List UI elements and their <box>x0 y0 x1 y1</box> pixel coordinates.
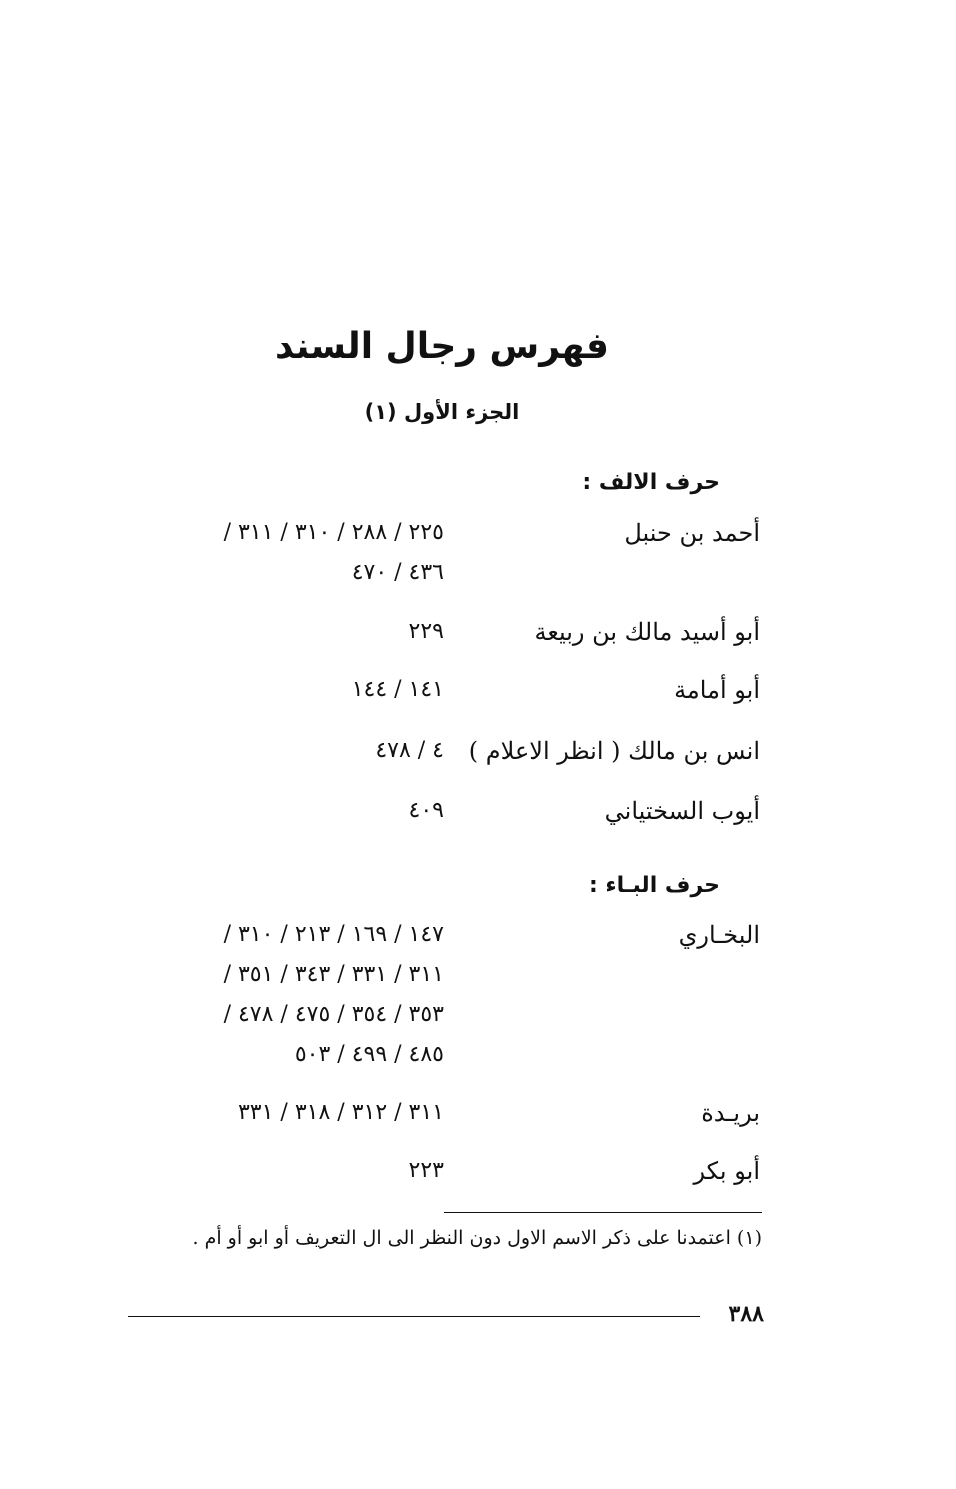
page-subtitle: الجزء الأول (١) <box>364 400 520 424</box>
section-heading-alif: حرف الالف : <box>582 470 720 495</box>
page-title: فهرس رجال السند <box>275 326 609 367</box>
pages-line: ٣١١ / ٣١٢ / ٣١٨ / ٣٣١ <box>237 1100 444 1125</box>
footnote: (١) اعتمدنا على ذكر الاسم الاول دون النظر الى ال التعريف أو ابو أو أم . <box>192 1227 762 1249</box>
section-heading-ba: حرف البـاء : <box>588 873 720 898</box>
pages-line: ٤٠٩ <box>408 798 444 823</box>
entry-pages <box>54 731 444 771</box>
pages-line: ٢٢٩ <box>408 619 444 644</box>
pages-line: ٢٢٣ <box>408 1158 444 1183</box>
page-number: ٣٨٨ <box>728 1301 764 1327</box>
entry-pages <box>54 915 444 1075</box>
pages-line: ٤٣٦ / ٤٧٠ <box>351 560 444 585</box>
entry-pages <box>54 791 444 831</box>
entry-pages <box>54 1093 444 1133</box>
entry-pages <box>54 513 444 593</box>
pages-line: ٤٨٥ / ٤٩٩ / ٥٠٣ <box>294 1042 444 1067</box>
entry-name: أيوب السختياني <box>604 797 760 825</box>
pages-line: ٣١١ / ٣٣١ / ٣٤٣ / ٣٥١ / <box>223 962 444 987</box>
footnote-rule <box>444 1212 762 1213</box>
entry-pages <box>54 670 444 710</box>
entry-name: بريـدة <box>701 1099 760 1127</box>
pages-line: ١٤١ / ١٤٤ <box>351 677 444 702</box>
entry-name: انس بن مالك ( انظر الاعلام ) <box>468 737 760 765</box>
pages-line: ٣٥٣ / ٣٥٤ / ٤٧٥ / ٤٧٨ / <box>223 1002 444 1027</box>
pages-line: ٤ / ٤٧٨ <box>375 738 444 763</box>
pages-line: ٢٢٥ / ٢٨٨ / ٣١٠ / ٣١١ / <box>223 520 444 545</box>
entry-name: أبو بكر <box>693 1157 760 1185</box>
entry-name: البخـاري <box>678 921 760 949</box>
entry-name: أبو أسيد مالك بن ربيعة <box>534 618 760 646</box>
entry-pages <box>54 612 444 652</box>
entry-name: أبو أمامة <box>674 676 760 704</box>
pages-line: ١٤٧ / ١٦٩ / ٢١٣ / ٣١٠ / <box>223 922 444 947</box>
entry-name: أحمد بن حنبل <box>624 519 760 547</box>
entry-pages <box>54 1151 444 1191</box>
footer-rule <box>128 1316 700 1317</box>
